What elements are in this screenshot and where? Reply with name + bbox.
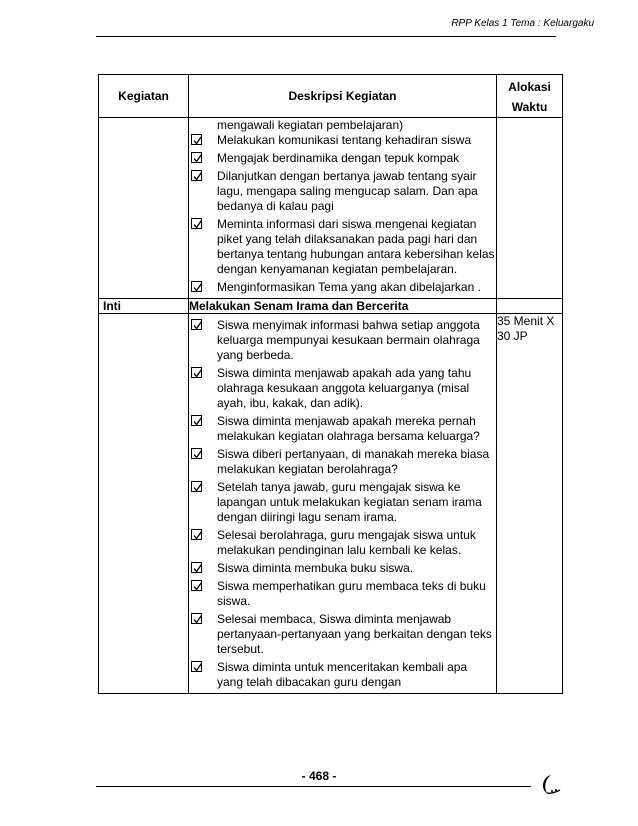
section-title: Melakukan Senam Irama dan Bercerita	[189, 299, 497, 314]
column-header-alokasi: Alokasi Waktu	[497, 75, 563, 118]
header-title: RPP Kelas 1 Tema : Keluargaku	[451, 18, 594, 29]
description-cell-opening	[189, 118, 497, 299]
checkbox-checked-icon	[191, 170, 202, 181]
list-item	[189, 528, 496, 558]
list-item	[189, 133, 496, 148]
table-row-core	[99, 314, 563, 694]
list-item	[189, 660, 496, 690]
allocation-cell-empty	[497, 118, 563, 299]
checkbox-checked-icon	[191, 661, 202, 672]
checkbox-checked-icon	[191, 134, 202, 145]
checklist-core	[189, 318, 496, 690]
list-item	[189, 414, 496, 444]
table-row-opening	[99, 118, 563, 299]
checkbox-checked-icon	[191, 613, 202, 624]
list-item	[189, 217, 496, 277]
list-item	[189, 366, 496, 411]
list-item	[189, 447, 496, 477]
list-item	[189, 318, 496, 363]
list-item-text: Siswa diminta menjawab apakah mereka pernah melakukan kegiatan olahraga bersama keluarga?	[217, 414, 480, 443]
checkbox-checked-icon	[191, 152, 202, 163]
list-item	[189, 280, 496, 295]
checkbox-checked-icon	[191, 481, 202, 492]
continuation-text: mengawali kegiatan pembelajaran)	[217, 118, 404, 132]
checkbox-checked-icon	[191, 529, 202, 540]
list-item-text: Siswa diminta membuka buku siswa.	[217, 561, 414, 575]
list-item-text: Selesai membaca, Siswa diminta menjawab pertanyaan-pertanyaan yang berkaitan dengan teks tersebut.	[217, 612, 492, 656]
list-item-text: Selesai berolahraga, guru mengajak siswa untuk melakukan pendinginan lalu kembali ke kelas.	[217, 528, 476, 557]
footer-rule	[96, 786, 531, 787]
checkbox-checked-icon	[191, 319, 202, 330]
list-item-text: Dilanjutkan dengan bertanya jawab tentang syair lagu, mengapa saling mengucap salam. Dan apa bedanya di kalau pagi	[217, 169, 478, 213]
checkbox-checked-icon	[191, 580, 202, 591]
list-item-text: Menginformasikan Tema yang akan dibelajarkan .	[217, 280, 481, 294]
header-rule	[96, 36, 556, 37]
table-header-row	[99, 75, 563, 118]
list-item	[189, 151, 496, 166]
checkbox-checked-icon	[191, 562, 202, 573]
column-header-deskripsi: Deskripsi Kegiatan	[189, 75, 497, 118]
section-label: Inti	[99, 299, 189, 314]
activity-cell-empty	[99, 118, 189, 299]
list-item-text: Siswa menyimak informasi bahwa setiap anggota keluarga mempunyai kesukaan bermain olahraga yang berbeda.	[217, 318, 480, 362]
checkbox-checked-icon	[191, 415, 202, 426]
table-row-section	[99, 299, 563, 314]
page-number: - 468 -	[301, 769, 337, 783]
section-allocation-empty	[497, 299, 563, 314]
list-item-text: Mengajak berdinamika dengan tepuk kompak	[217, 151, 460, 165]
column-header-kegiatan: Kegiatan	[99, 75, 189, 118]
list-item	[189, 480, 496, 525]
checkbox-checked-icon	[191, 448, 202, 459]
list-item-text: Siswa diminta menjawab apakah ada yang tahu olahraga kesukaan anggota keluarganya (misal ayah, ibu, kakak, dan adik).	[217, 366, 472, 410]
footer-logo-icon	[536, 772, 562, 798]
list-item-text: Melakukan komunikasi tentang kehadiran siswa	[217, 133, 472, 147]
list-item	[189, 169, 496, 214]
checkbox-checked-icon	[191, 367, 202, 378]
checklist-opening	[189, 133, 496, 295]
list-item	[189, 561, 496, 576]
list-item-text: Meminta informasi dari siswa mengenai kegiatan piket yang telah dilaksanakan pada pagi hari dan bertanya tentang hubungan antara kebersihan kelas dengan kenyamanan kegiatan pembelajaran.	[217, 217, 495, 276]
description-cell-core	[189, 314, 497, 694]
list-item	[189, 579, 496, 609]
checkbox-checked-icon	[191, 281, 202, 292]
list-item	[189, 612, 496, 657]
activity-table	[98, 74, 563, 694]
list-item-text: Siswa memperhatikan guru membaca teks di buku siswa.	[217, 579, 486, 608]
checkbox-checked-icon	[191, 218, 202, 229]
list-item-text: Siswa diminta untuk menceritakan kembali apa yang telah dibacakan guru dengan	[217, 660, 468, 689]
allocation-value: 35 Menit X 30 JP	[497, 314, 563, 694]
list-item-text: Setelah tanya jawab, guru mengajak siswa ke lapangan untuk melakukan kegiatan senam irama dengan diiringi lagu senam irama.	[217, 480, 482, 524]
list-item-text: Siswa diberi pertanyaan, di manakah mereka biasa melakukan kegiatan berolahraga?	[217, 447, 490, 476]
activity-cell-empty	[99, 314, 189, 694]
